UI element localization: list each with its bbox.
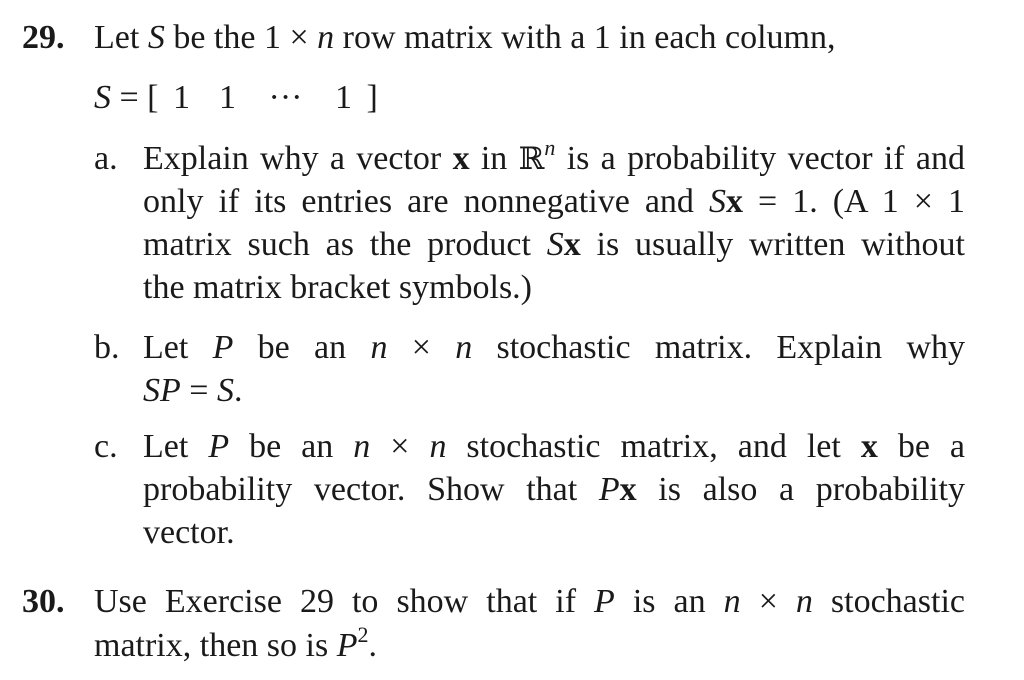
- exponent: 2: [357, 622, 369, 647]
- matrix-S-definition: [94, 76, 378, 120]
- math-SP: SP: [143, 372, 181, 409]
- part-a-line-2: [143, 180, 965, 224]
- text: is usually written without: [580, 226, 966, 263]
- exercise-30-line-2: [94, 624, 377, 668]
- part-a-line-4: the matrix bracket symbols.): [143, 269, 533, 306]
- part-c-line-3: vector.: [143, 514, 235, 551]
- reals-symbol: ℝ: [518, 141, 545, 177]
- math-P: P: [208, 428, 230, 465]
- text: Explain why a vector: [143, 140, 453, 177]
- math-S: S: [216, 372, 234, 409]
- math-n: n: [795, 583, 813, 620]
- matrix-close: ]: [366, 79, 378, 116]
- vector-x: x: [725, 183, 743, 220]
- math-n: n: [370, 329, 388, 366]
- text: Let: [143, 329, 213, 366]
- exercise-29-intro: [94, 16, 836, 60]
- math-n: n: [723, 583, 741, 620]
- vector-x: x: [563, 226, 581, 263]
- matrix-entry: 1: [173, 79, 190, 116]
- part-a-line-1: [143, 137, 965, 181]
- math-P: P: [598, 471, 620, 508]
- text: only if its entries are nonnegative and: [143, 183, 709, 220]
- math-S: S: [546, 226, 564, 263]
- vector-x: x: [619, 471, 637, 508]
- text: matrix such as the product: [143, 226, 547, 263]
- text: stochastic: [812, 583, 965, 620]
- exercise-29-number: 29.: [22, 19, 65, 56]
- part-b-line-1: [143, 326, 965, 370]
- text: Let: [143, 428, 209, 465]
- text: stochastic matrix. Explain why: [472, 329, 966, 366]
- math-n: n: [353, 428, 371, 465]
- intro-text: row matrix with a 1 in each column,: [334, 19, 836, 56]
- math-S: S: [708, 183, 726, 220]
- part-b-line-2: [143, 369, 242, 413]
- equals-symbol: =: [180, 372, 217, 409]
- part-c-line-2: [143, 468, 965, 512]
- math-n: n: [544, 135, 556, 160]
- matrix-open: = [: [119, 79, 159, 116]
- matrix-entry: 1: [219, 79, 236, 116]
- math-P: P: [212, 329, 234, 366]
- vector-x: x: [452, 140, 470, 177]
- text: be a: [877, 428, 966, 465]
- text: Use Exercise 29 to show that if: [94, 583, 595, 620]
- period: .: [368, 627, 377, 664]
- vector-x: x: [860, 428, 878, 465]
- intro-text: be the 1 ×: [164, 19, 318, 56]
- text: be an: [229, 428, 354, 465]
- period: .: [233, 372, 243, 409]
- times-symbol: ×: [387, 329, 456, 366]
- intro-text: Let: [94, 19, 148, 56]
- matrix-dots: ···: [268, 79, 303, 116]
- math-n: n: [317, 19, 335, 56]
- part-c-line-1: [143, 425, 965, 469]
- math-n: n: [455, 329, 473, 366]
- exercise-30-line-1: [94, 580, 965, 624]
- math-n: n: [429, 428, 447, 465]
- text: be an: [233, 329, 371, 366]
- math-P: P: [336, 627, 358, 664]
- exercise-30-number: 30.: [22, 583, 65, 620]
- times-symbol: ×: [740, 583, 796, 620]
- math-S: S: [94, 79, 111, 116]
- part-c-label: c.: [94, 428, 118, 465]
- text: is a probability vector if and: [555, 140, 965, 177]
- math-P: P: [594, 583, 615, 620]
- part-b-label: b.: [94, 329, 120, 366]
- text: = 1. (A 1 × 1: [742, 183, 965, 220]
- matrix-entry: 1: [335, 79, 352, 116]
- text: matrix, then so is: [94, 627, 337, 664]
- text: probability vector. Show that: [143, 471, 599, 508]
- math-S: S: [147, 19, 165, 56]
- text: is an: [614, 583, 724, 620]
- part-a-line-3: [143, 223, 965, 267]
- part-a-label: a.: [94, 140, 118, 177]
- text: is also a probability: [636, 471, 965, 508]
- times-symbol: ×: [370, 428, 430, 465]
- text: stochastic matrix, and let: [446, 428, 861, 465]
- text: in: [469, 140, 519, 177]
